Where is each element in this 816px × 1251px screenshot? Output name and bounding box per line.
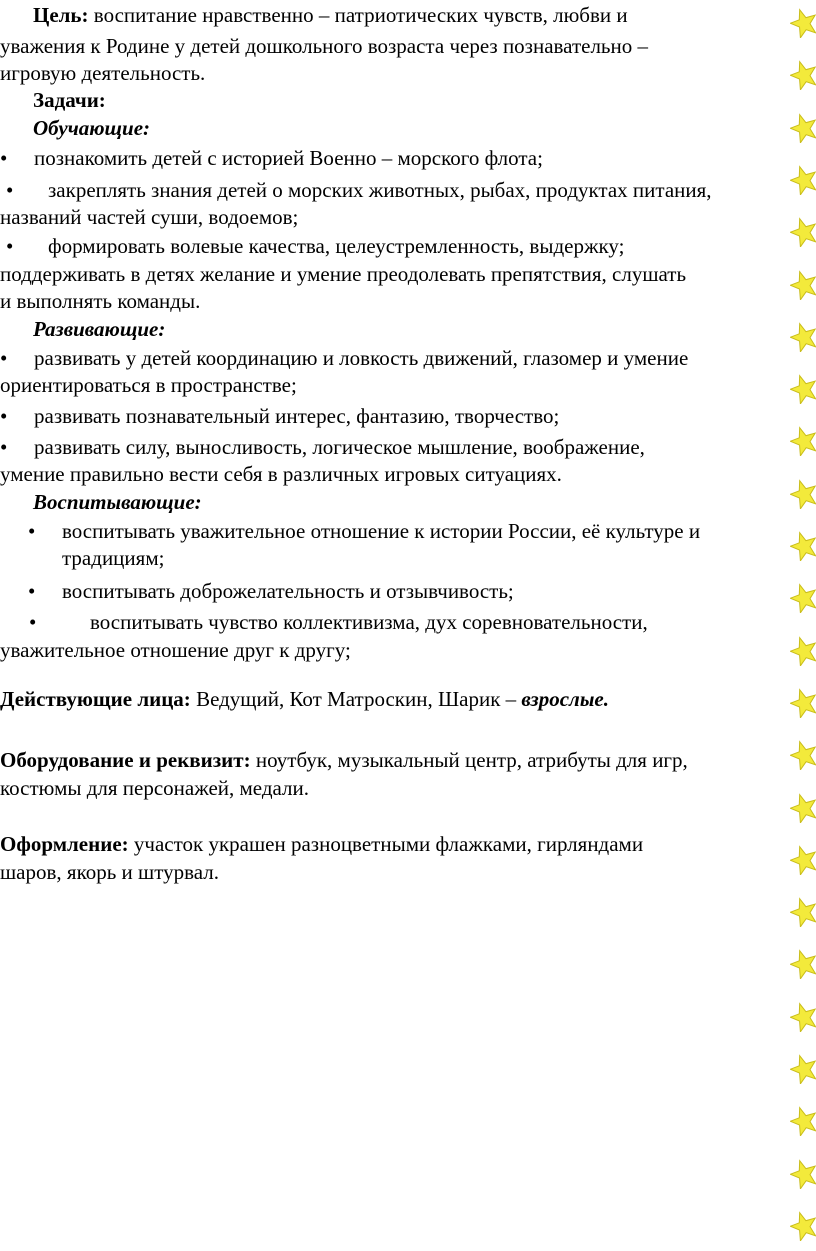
teaching-item-3-line-2: поддерживать в детях желание и умение преодолевать препятствия, слушать [0, 262, 687, 286]
star-icon [790, 322, 816, 352]
star-icon [790, 113, 816, 143]
equipment-label: Оборудование и реквизит: [0, 748, 251, 772]
star-icon [790, 374, 816, 404]
teaching-item-3-text-1: формировать волевые качества, целеустремленность, выдержку; [48, 234, 625, 258]
upbringing-item-1-text-2: традициям; [62, 546, 165, 570]
developing-item-2 [0, 403, 808, 430]
goal-line-1 [0, 2, 816, 29]
star-icon [790, 479, 816, 509]
developing-item-3-text-1: развивать силу, выносливость, логическое мышление, воображение, [34, 435, 645, 459]
star-icon [790, 793, 816, 823]
upbringing-item-3-text-1: воспитывать чувство коллективизма, дух соревновательности, [90, 610, 648, 634]
star-icon [790, 583, 816, 613]
bullet: • [29, 610, 37, 634]
star-border [786, 0, 816, 1251]
teaching-item-3 [0, 233, 808, 260]
star-icon [790, 636, 816, 666]
bullet: • [6, 178, 14, 202]
goal-line-2: уважения к Родине у детей дошкольного возраста через познавательно – [0, 34, 648, 58]
equipment-text-1: ноутбук, музыкальный центр, атрибуты для игр, [250, 748, 688, 772]
developing-item-1-line-2: ориентироваться в пространстве; [0, 373, 297, 397]
star-icon [790, 1054, 816, 1084]
goal-text-1: воспитание нравственно – патриотических чувств, любви и [88, 3, 628, 27]
star-icon [790, 1159, 816, 1189]
developing-item-1 [0, 345, 808, 372]
star-icon [790, 1211, 816, 1241]
star-icon [790, 531, 816, 561]
decoration-label: Оформление: [0, 832, 129, 856]
star-icon [790, 217, 816, 247]
star-icon [790, 426, 816, 456]
bullet: • [28, 579, 36, 603]
star-icon [790, 270, 816, 300]
bullet: • [0, 435, 8, 459]
star-icon [790, 1002, 816, 1032]
developing-item-1-text-1: развивать у детей координацию и ловкость движений, глазомер и умение [34, 346, 689, 370]
goal-label: Цель: [33, 3, 89, 27]
teaching-item-1 [0, 145, 808, 172]
teaching-item-2-line-2: названий частей суши, водоемов; [0, 205, 299, 229]
characters-emphasis: взрослые. [521, 687, 609, 711]
developing-item-3 [0, 434, 808, 461]
star-icon [790, 897, 816, 927]
star-icon [790, 60, 816, 90]
upbringing-heading: Воспитывающие: [33, 490, 202, 514]
bullet: • [6, 234, 14, 258]
characters-line [0, 686, 808, 713]
decoration-line-2: шаров, якорь и штурвал. [0, 860, 219, 884]
equipment-line-2: костюмы для персонажей, медали. [0, 776, 310, 800]
teaching-heading: Обучающие: [33, 116, 151, 140]
teaching-item-2-text-1: закреплять знания детей о морских животных, рыбах, продуктах питания, [48, 178, 712, 202]
decoration-line-1 [0, 831, 808, 858]
bullet: • [28, 519, 36, 543]
decoration-text-1: участок украшен разноцветными флажками, гирляндами [128, 832, 644, 856]
developing-item-3-line-2: умение правильно вести себя в различных игровых ситуациях. [0, 462, 562, 486]
bullet: • [0, 346, 8, 370]
developing-heading: Развивающие: [33, 317, 166, 341]
teaching-item-3-line-3: и выполнять команды. [0, 289, 201, 313]
teaching-item-2 [0, 177, 808, 204]
upbringing-item-1-text-1: воспитывать уважительное отношение к истории России, её культуре и [62, 519, 701, 543]
tasks-heading: Задачи: [33, 88, 106, 112]
upbringing-item-3 [0, 609, 808, 636]
star-icon [790, 845, 816, 875]
star-icon [790, 165, 816, 195]
upbringing-item-2-text: воспитывать доброжелательность и отзывчивость; [62, 579, 514, 603]
star-icon [790, 740, 816, 770]
star-icon [790, 688, 816, 718]
characters-label: Действующие лица: [0, 687, 191, 711]
bullet: • [0, 146, 8, 170]
upbringing-item-3-line-2: уважительное отношение друг к другу; [0, 638, 351, 662]
bullet: • [0, 404, 8, 428]
goal-line-3: игровую деятельность. [0, 61, 206, 85]
teaching-item-1-text: познакомить детей с историей Военно – морского флота; [34, 146, 543, 170]
characters-text: Ведущий, Кот Матроскин, Шарик – [190, 687, 522, 711]
star-icon [790, 1106, 816, 1136]
star-icon [790, 8, 816, 38]
developing-item-2-text: развивать познавательный интерес, фантазию, творчество; [34, 404, 560, 428]
equipment-line-1 [0, 747, 808, 774]
star-icon [790, 949, 816, 979]
